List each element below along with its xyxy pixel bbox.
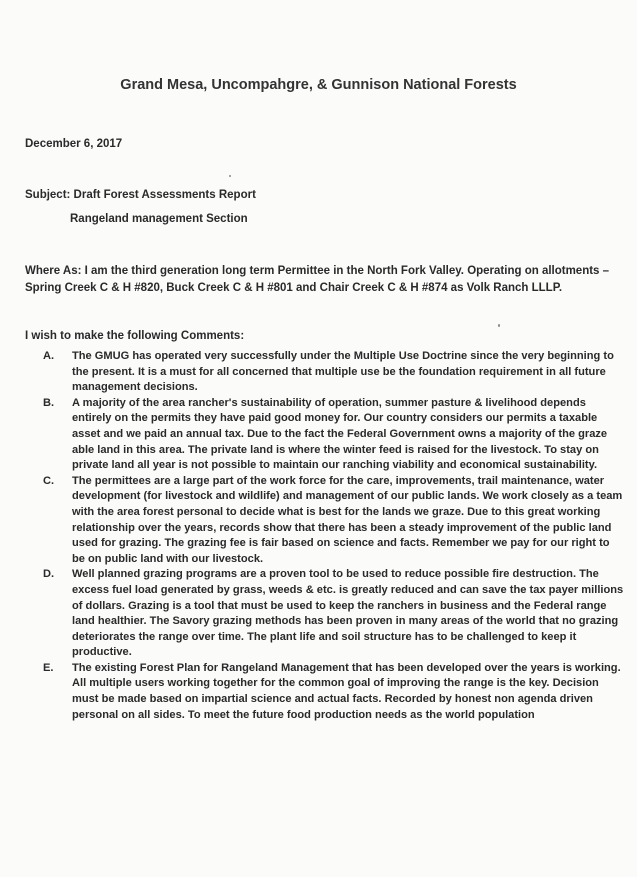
document-title: Grand Mesa, Uncompahgre, & Gunnison National Forests — [120, 77, 517, 93]
comments-intro: I wish to make the following Comments: — [25, 330, 245, 342]
comment-item-d — [25, 567, 625, 661]
comment-item-c — [25, 474, 625, 568]
subject-line: Subject: Draft Forest Assessments Report — [25, 189, 256, 201]
comment-item-b — [25, 396, 625, 474]
item-letter: E. — [43, 661, 54, 674]
item-letter: B. — [43, 396, 55, 409]
scan-speck — [229, 175, 231, 177]
comment-item-a — [25, 349, 625, 396]
item-text: Well planned grazing programs are a proven tool to be used to reduce possible fire destruction. The excess fuel load generated by grass, weeds & etc. is greatly reduced and can save the tax payer millions of dollars. Grazing is a tool that must be used to keep the ranchers in business and the Federal range land healthier. The Savory grazing methods has been proven in many areas of the world that no grazing deteriorates the range over time. The plant life and soil structure has to be challenged to keep it productive. — [72, 568, 624, 659]
item-text: The GMUG has operated very successfully under the Multiple Use Doctrine since the very beginning to the present. It is a must for all concerned that multiple use be the foundation requirement in all future management decisions. — [72, 350, 614, 394]
item-letter: C. — [43, 474, 55, 487]
comment-item-e — [25, 661, 625, 723]
item-letter: D. — [43, 568, 55, 581]
comments-list — [25, 349, 625, 723]
scan-speck — [498, 324, 500, 327]
item-letter: A. — [43, 350, 55, 362]
item-text: The permittees are a large part of the work force for the care, improvements, trail maintenance, water development (for livestock and wildlife) and management of our public lands. We work closely as a team with the area forest personal to decide what is best for the lands we graze. Due to this great working relationship over the years, records show that there has been a steady improvement of the public land used for grazing. The grazing fee is fair based on science and facts. Remember we pay for our right to be on public land with our livestock. — [72, 474, 623, 565]
letter-date: December 6, 2017 — [25, 138, 123, 150]
item-text: A majority of the area rancher's sustainability of operation, summer pasture & livelihood depends entirely on the permits they have paid good money for. Our country considers our permits a taxable asset and we paid an annual tax. Due to the fact the Federal Government owns a majority of the graze able land in this area. The private land is where the winter feed is raised for the livestock. To stay on private land all year is not possible to maintain our ranching viability and economical sustainability. — [72, 396, 608, 472]
item-text: The existing Forest Plan for Rangeland Management that has been developed over the years is working. All multiple users working together for the common goal of improving the range is the key. Decision must be made based on impartial science and actual facts. Recorded by honest non agenda driven personal on all sides. To meet the future food production needs as the world population — [72, 661, 621, 721]
subject-section: Rangeland management Section — [70, 213, 248, 225]
whereas-paragraph: Where As: I am the third generation long term Permittee in the North Fork Valley. Operating on allotments – Spring Creek C & H #820, Buck Creek C & H #801 and Chair Creek C & H #874 as Volk Ranch LLLP. — [25, 265, 610, 294]
